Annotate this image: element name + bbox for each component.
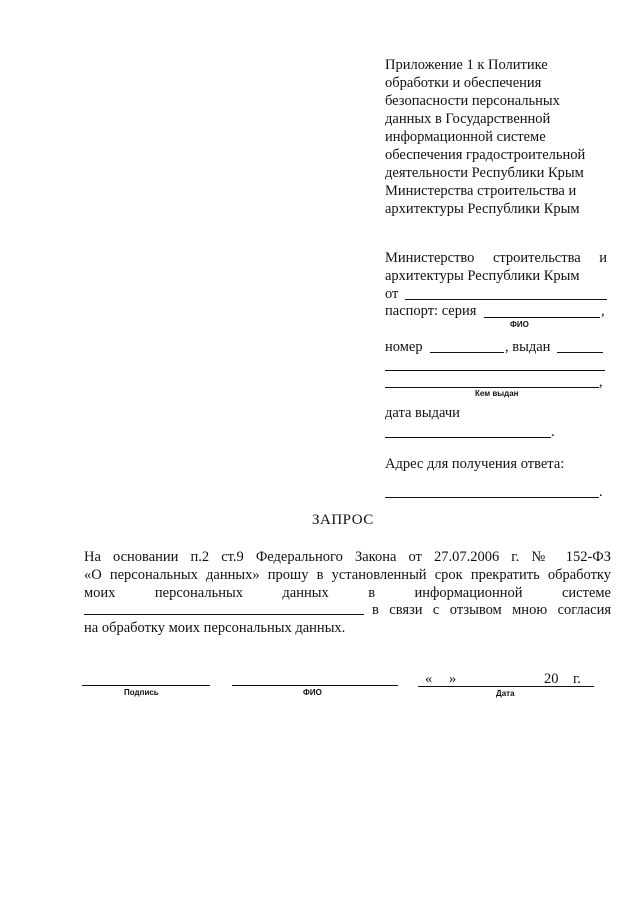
date-field[interactable] bbox=[418, 686, 594, 687]
appendix-line: Министерства строительства и bbox=[385, 183, 577, 199]
from-fio-field[interactable] bbox=[405, 299, 607, 300]
date-caption: Дата bbox=[496, 689, 515, 698]
issued-label: , выдан bbox=[505, 339, 551, 355]
request-line-5: на обработку моих персональных данных. bbox=[84, 620, 346, 636]
signature-fio-field[interactable] bbox=[232, 685, 398, 686]
passport-comma: , bbox=[601, 303, 605, 319]
from-label: от bbox=[385, 286, 399, 302]
appendix-line: деятельности Республики Крым bbox=[385, 165, 584, 181]
issue-date-field[interactable] bbox=[385, 437, 551, 438]
passport-series-label: паспорт: серия bbox=[385, 303, 477, 319]
appendix-header bbox=[385, 56, 585, 218]
issued-by-caption: Кем выдан bbox=[475, 389, 519, 398]
signature-fio-caption: ФИО bbox=[303, 688, 322, 697]
addressee-line-1: Министерство строительства и bbox=[385, 250, 607, 266]
signature-field[interactable] bbox=[82, 685, 210, 686]
information-system-field[interactable] bbox=[84, 614, 364, 615]
issued-by-field-2[interactable] bbox=[385, 387, 599, 388]
appendix-line: Приложение 1 к Политике bbox=[385, 57, 548, 73]
reply-address-field[interactable] bbox=[385, 497, 599, 498]
issued-by-comma: , bbox=[599, 374, 603, 390]
appendix-line: архитектуры Республики Крым bbox=[385, 201, 580, 217]
issued-field-short[interactable] bbox=[557, 352, 603, 353]
reply-address-label: Адрес для получения ответа: bbox=[385, 456, 565, 472]
signature-caption: Подпись bbox=[124, 688, 159, 697]
appendix-line: безопасности персональных bbox=[385, 93, 560, 109]
passport-number-field[interactable] bbox=[430, 352, 504, 353]
issued-by-field-1[interactable] bbox=[385, 370, 605, 371]
date-year-suffix: г. bbox=[573, 671, 581, 687]
issue-date-dot: . bbox=[551, 424, 555, 440]
reply-address-dot: . bbox=[599, 484, 603, 500]
passport-series-field[interactable] bbox=[484, 317, 600, 318]
date-open-quote: « bbox=[425, 671, 433, 687]
request-line-2: «О персональных данных» прошу в установленный срок прекратить обработку bbox=[84, 567, 611, 583]
date-close-quote: » bbox=[449, 671, 457, 687]
issue-date-label: дата выдачи bbox=[385, 405, 460, 421]
addressee-line-2: архитектуры Республики Крым bbox=[385, 268, 580, 284]
request-title: ЗАПРОС bbox=[312, 512, 374, 528]
appendix-line: информационной системе bbox=[385, 129, 546, 145]
appendix-line: обеспечения градостроительной bbox=[385, 147, 586, 163]
passport-number-label: номер bbox=[385, 339, 423, 355]
request-line-1: На основании п.2 ст.9 Федерального Закона от 27.07.2006 г. № 152-ФЗ bbox=[84, 549, 611, 565]
fio-caption: ФИО bbox=[510, 320, 529, 329]
appendix-line: данных в Государственной bbox=[385, 111, 551, 127]
request-line-4-suffix: в связи с отзывом мною согласия bbox=[372, 602, 611, 618]
request-line-3: моих персональных данных в информационной системе bbox=[84, 585, 611, 601]
date-year-prefix: 20 bbox=[544, 671, 559, 687]
appendix-line: обработки и обеспечения bbox=[385, 75, 542, 91]
